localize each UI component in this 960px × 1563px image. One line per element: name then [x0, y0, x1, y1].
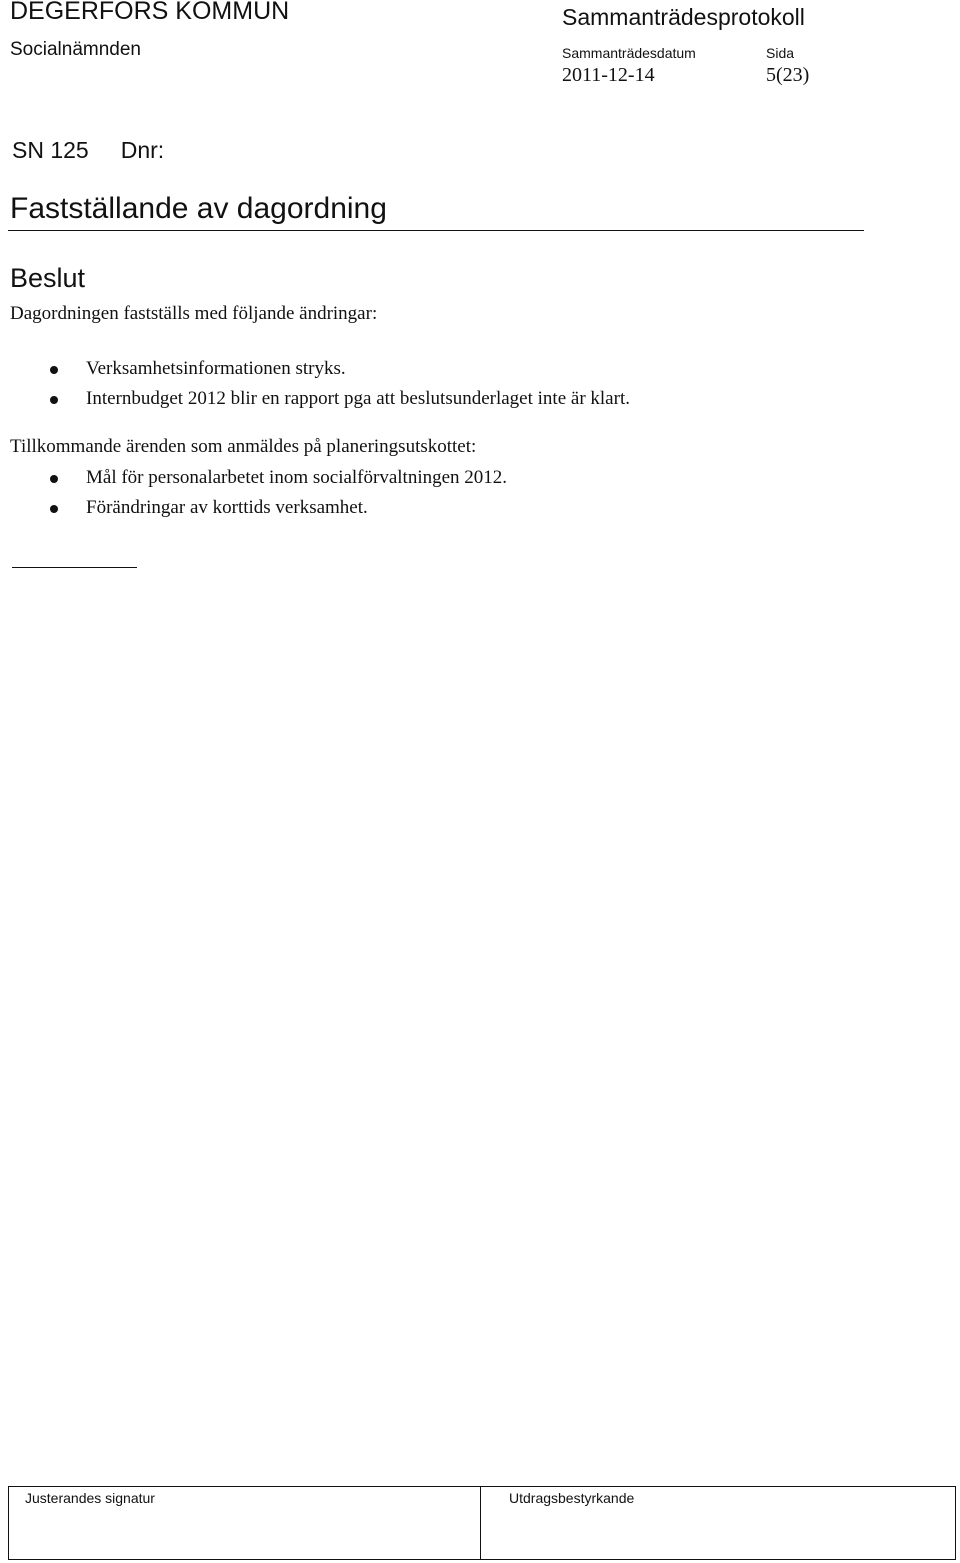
meeting-date-value: 2011-12-14 [562, 64, 655, 86]
signature-label: Justerandes signatur [25, 1490, 155, 1506]
signature-footer [8, 1486, 956, 1560]
page-label: Sida [766, 45, 795, 61]
dnr-label: Dnr: [120, 137, 165, 163]
footer-divider [480, 1487, 481, 1559]
bullet-icon [50, 396, 58, 404]
bullet-icon [50, 505, 58, 513]
title-underline [8, 230, 864, 231]
organization-name: DEGERFORS KOMMUN [10, 0, 290, 25]
meeting-date-label: Sammanträdesdatum [562, 45, 696, 61]
bullet-icon [50, 475, 58, 483]
extract-certification-label: Utdragsbestyrkande [509, 1490, 635, 1506]
document-type: Sammanträdesprotokoll [562, 4, 805, 30]
decision-heading: Beslut [10, 263, 86, 293]
item-title: Fastställande av dagordning [10, 192, 387, 225]
item-number-row [12, 137, 164, 164]
page-number-value: 5(23) [766, 64, 810, 86]
section-end-rule [12, 567, 137, 568]
department-name: Socialnämnden [10, 39, 141, 60]
bullet-icon [50, 366, 58, 374]
decision-intro: Dagordningen fastställs med följande ändringar: [10, 303, 378, 324]
item-number: SN 125 [12, 137, 89, 163]
additional-items-intro: Tillkommande ärenden som anmäldes på planeringsutskottet: [10, 436, 477, 457]
